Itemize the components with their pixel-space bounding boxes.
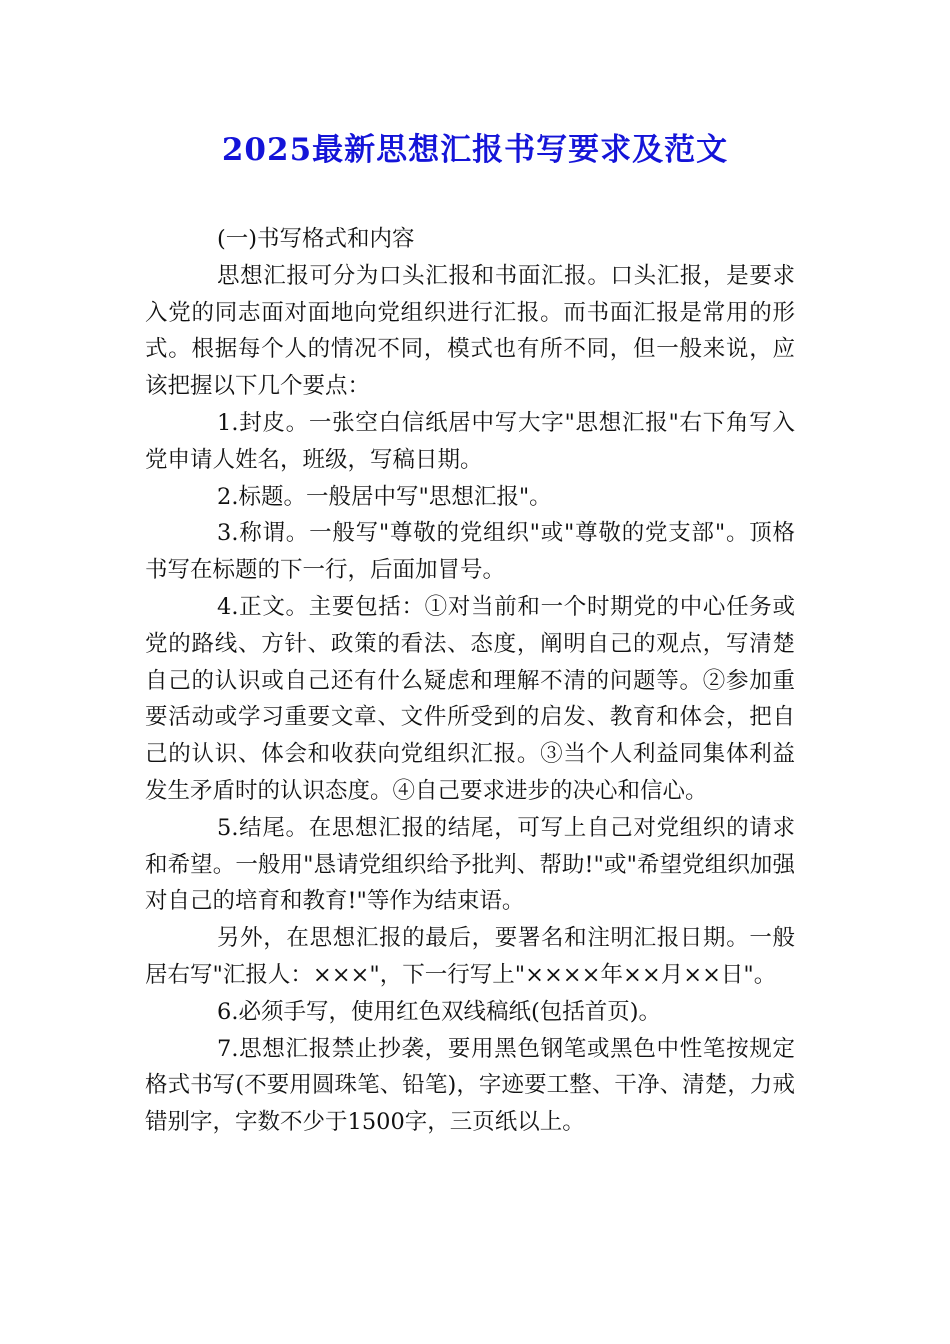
document-title: 2025最新思想汇报书写要求及范文 — [221, 132, 729, 168]
paragraph-item-6-handwriting: 6.必须手写，使用红色双线稿纸(包括首页)。 — [217, 998, 662, 1025]
paragraph-item-5-ending: 5.结尾。在思想汇报的结尾，可写上自己对党组织的请求和希望。一般用"恳请党组织给予批判、帮助!"或"希望党组织加强对自己的培育和教育!"等作为结束语。 — [145, 814, 795, 915]
document-body — [145, 221, 795, 1141]
paragraph-item-7-no-plagiarism: 7.思想汇报禁止抄袭，要用黑色钢笔或黑色中性笔按规定格式书写(不要用圆珠笔、铅笔)，字迹要工整、干净、清楚，力戒错别字，字数不少于1500字，三页纸以上。 — [145, 1035, 795, 1136]
paragraph-item-4-body: 4.正文。主要包括：①对当前和一个时期党的中心任务或党的路线、方针、政策的看法、态度，阐明自己的观点，写清楚自己的认识或自己还有什么疑虑和理解不清的问题等。②参加重要活动或学习重要文章、文件所受到的启发、教育和体会，把自己的认识、体会和收获向党组织汇报。③当个人利益同集体利益发生矛盾时的认识态度。④自己要求进步的决心和信心。 — [145, 593, 795, 804]
paragraph-section-heading: (一)书写格式和内容 — [217, 226, 415, 252]
paragraph-item-3-salutation: 3.称谓。一般写"尊敬的党组织"或"尊敬的党支部"。顶格书写在标题的下一行，后面加冒号。 — [145, 520, 795, 584]
paragraph-item-1-cover: 1.封皮。一张空白信纸居中写大字"思想汇报"右下角写入党申请人姓名，班级，写稿日期。 — [145, 409, 795, 473]
paragraph-signature-note: 另外，在思想汇报的最后，要署名和注明汇报日期。一般居右写"汇报人：×××"，下一行写上"××××年××月××日"。 — [145, 925, 795, 988]
paragraph-intro: 思想汇报可分为口头汇报和书面汇报。口头汇报，是要求入党的同志面对面地向党组织进行汇报。而书面汇报是常用的形式。根据每个人的情况不同，模式也有所不同，但一般来说，应该把握以下几个要点： — [145, 262, 795, 400]
paragraph-item-2-title: 2.标题。一般居中写"思想汇报"。 — [217, 483, 552, 510]
